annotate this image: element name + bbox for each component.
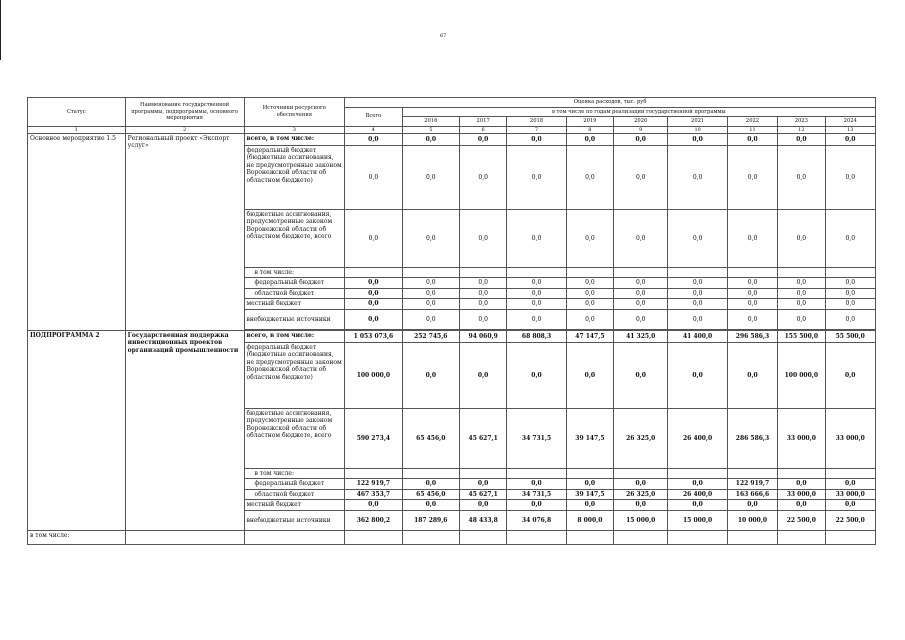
- cell-value: 0,0: [825, 288, 876, 299]
- source-label: федеральный бюджет (бюджетные ассигнования, не предусмотренные законом Воронежской области об областном бюджете): [244, 342, 345, 408]
- source-label: областной бюджет: [244, 288, 345, 299]
- source-label: областной бюджет: [244, 489, 345, 500]
- cell-value: 0,0: [566, 209, 613, 267]
- cell-value: 65 456,0: [402, 489, 459, 500]
- cell-value: 41 400,0: [668, 330, 727, 342]
- source-label: в том числе:: [244, 468, 345, 479]
- cell-value: 0,0: [459, 309, 506, 329]
- cell-value: 0,0: [778, 479, 825, 490]
- cell-value: 0,0: [825, 500, 876, 511]
- source-label: федеральный бюджет: [244, 278, 345, 289]
- cell-value: 0,0: [402, 133, 459, 145]
- cell-value: 362 800,2: [345, 510, 402, 530]
- cell-value: 0,0: [727, 133, 777, 145]
- cell-value: 48 433,8: [459, 510, 506, 530]
- cell-value: 0,0: [668, 288, 727, 299]
- cell-value: 0,0: [345, 133, 402, 145]
- cell-value: 187 289,6: [402, 510, 459, 530]
- cell-value: 0,0: [507, 145, 566, 209]
- cell-value: 0,0: [507, 479, 566, 490]
- header-sources: Источники ресурсного обеспечения: [244, 98, 345, 127]
- cell-value: 0,0: [507, 309, 566, 329]
- cell-value: 0,0: [507, 133, 566, 145]
- col-index: 9: [614, 126, 668, 133]
- cell-value: 0,0: [459, 342, 506, 408]
- cell-value: 163 666,6: [727, 489, 777, 500]
- col-index: 7: [507, 126, 566, 133]
- source-label: всего, в том числе:: [244, 133, 345, 145]
- cell-value: 55 500,0: [825, 330, 876, 342]
- cell-value: 0,0: [778, 278, 825, 289]
- cell-value: 94 060,9: [459, 330, 506, 342]
- cell-value: 0,0: [668, 209, 727, 267]
- col-index: 8: [566, 126, 613, 133]
- header-year: 2017: [459, 117, 506, 127]
- header-year: 2019: [566, 117, 613, 127]
- cell-value: 0,0: [402, 342, 459, 408]
- cell-value: 0,0: [507, 288, 566, 299]
- cell-value: 0,0: [507, 342, 566, 408]
- cell-value: 0,0: [345, 299, 402, 310]
- cell-value: 0,0: [668, 299, 727, 310]
- cell-value: 15 000,0: [614, 510, 668, 530]
- cell-value: 0,0: [459, 145, 506, 209]
- section-name: Государственная поддержка инвестиционных проектов организаций промышленности: [125, 330, 244, 530]
- cell-value: 33 000,0: [778, 489, 825, 500]
- header-year: 2021: [668, 117, 727, 127]
- col-index: 6: [459, 126, 506, 133]
- cell-value: 0,0: [566, 299, 613, 310]
- cell-value: 0,0: [402, 309, 459, 329]
- cell-value: 0,0: [459, 278, 506, 289]
- cell-value: 0,0: [614, 299, 668, 310]
- source-label: федеральный бюджет: [244, 479, 345, 490]
- col-index: 10: [668, 126, 727, 133]
- cell-value: 100 000,0: [778, 342, 825, 408]
- header-year: 2023: [778, 117, 825, 127]
- cell-value: 0,0: [778, 309, 825, 329]
- cell-value: 100 000,0: [345, 342, 402, 408]
- cell-value: 0,0: [727, 299, 777, 310]
- column-index-row: [28, 126, 876, 133]
- cell-value: 0,0: [402, 288, 459, 299]
- cell-value: 0,0: [668, 309, 727, 329]
- cell-value: 0,0: [727, 288, 777, 299]
- cell-value: 0,0: [778, 133, 825, 145]
- cell-value: 0,0: [778, 145, 825, 209]
- cell-value: 0,0: [459, 209, 506, 267]
- cell-value: 0,0: [614, 209, 668, 267]
- col-index: 2: [125, 126, 244, 133]
- table-row: [28, 530, 876, 544]
- cell-value: 0,0: [825, 309, 876, 329]
- cell-value: 0,0: [507, 278, 566, 289]
- cell-value: 10 000,0: [727, 510, 777, 530]
- header-year: 2016: [402, 117, 459, 127]
- cell-value: 0,0: [459, 133, 506, 145]
- cell-value: 0,0: [507, 209, 566, 267]
- cell-value: 0,0: [459, 500, 506, 511]
- left-edge-mark: [0, 0, 1, 60]
- cell-value: 39 147,5: [566, 489, 613, 500]
- cell-value: 0,0: [668, 500, 727, 511]
- cell-value: 0,0: [459, 299, 506, 310]
- cell-value: 0,0: [825, 145, 876, 209]
- cell-value: 0,0: [459, 288, 506, 299]
- cell-value: 26 325,0: [614, 489, 668, 500]
- source-label: федеральный бюджет (бюджетные ассигнования, не предусмотренные законом Воронежской области об областном бюджете): [244, 145, 345, 209]
- cell-value: 0,0: [614, 288, 668, 299]
- cell-value: 0,0: [402, 299, 459, 310]
- section-status: Основное мероприятие 1.5: [28, 133, 126, 330]
- cell-value: 34 731,5: [507, 408, 566, 468]
- col-index: 1: [28, 126, 126, 133]
- cell-value: 41 325,0: [614, 330, 668, 342]
- table-row: [28, 133, 876, 145]
- cell-value: 0,0: [402, 278, 459, 289]
- budget-table: [27, 97, 876, 545]
- cell-value: 0,0: [614, 342, 668, 408]
- cell-value: 0,0: [566, 309, 613, 329]
- col-index: 3: [244, 126, 345, 133]
- cell-value: 0,0: [614, 278, 668, 289]
- header-year: 2018: [507, 117, 566, 127]
- header-by-years: в том числе по годам реализации государственной программы: [402, 107, 875, 117]
- cell-value: 122 919,7: [345, 479, 402, 490]
- source-label: местный бюджет: [244, 500, 345, 511]
- cell-value: 39 147,5: [566, 408, 613, 468]
- cell-value: 45 627,1: [459, 489, 506, 500]
- source-label: местный бюджет: [244, 299, 345, 310]
- cell-value: 26 400,0: [668, 408, 727, 468]
- cell-value: 45 627,1: [459, 408, 506, 468]
- cell-value: 0,0: [727, 309, 777, 329]
- cell-value: 0,0: [566, 479, 613, 490]
- source-label: внебюджетные источники: [244, 309, 345, 329]
- source-label: всего, в том числе:: [244, 330, 345, 342]
- cell-value: 0,0: [778, 209, 825, 267]
- cell-value: 0,0: [345, 309, 402, 329]
- source-label: внебюджетные источники: [244, 510, 345, 530]
- cell-value: 0,0: [345, 145, 402, 209]
- cell-value: 0,0: [402, 209, 459, 267]
- cell-value: 0,0: [727, 342, 777, 408]
- section-status: ПОДПРОГРАММА 2: [28, 330, 126, 530]
- col-index: 4: [345, 126, 402, 133]
- cell-value: 0,0: [668, 133, 727, 145]
- cell-value: 0,0: [566, 342, 613, 408]
- source-label: бюджетные ассигнования, предусмотренные законом Воронежской области об областном бюджете, всего: [244, 209, 345, 267]
- cell-value: 34 076,8: [507, 510, 566, 530]
- col-index: 12: [778, 126, 825, 133]
- page-number: 67: [440, 33, 447, 39]
- table-row: [28, 330, 876, 342]
- cell-value: 65 456,0: [402, 408, 459, 468]
- cell-value: 0,0: [566, 133, 613, 145]
- header-year: 2020: [614, 117, 668, 127]
- cell-value: 467 353,7: [345, 489, 402, 500]
- cell-value: 0,0: [668, 278, 727, 289]
- cell-value: 26 400,0: [668, 489, 727, 500]
- cell-value: 0,0: [345, 500, 402, 511]
- cell-value: 0,0: [345, 209, 402, 267]
- cell-value: 68 808,3: [507, 330, 566, 342]
- cell-value: 296 586,3: [727, 330, 777, 342]
- cell-value: 0,0: [778, 500, 825, 511]
- cell-value: 0,0: [727, 278, 777, 289]
- header-year: 2022: [727, 117, 777, 127]
- cell-value: 33 000,0: [825, 408, 876, 468]
- cell-value: 0,0: [727, 145, 777, 209]
- cell-value: 0,0: [614, 500, 668, 511]
- cell-value: 1 053 073,6: [345, 330, 402, 342]
- cell-value: 26 325,0: [614, 408, 668, 468]
- header-year: 2024: [825, 117, 876, 127]
- cell-value: 286 586,3: [727, 408, 777, 468]
- cell-value: 0,0: [668, 145, 727, 209]
- cell-value: 0,0: [507, 299, 566, 310]
- cell-value: 0,0: [614, 145, 668, 209]
- cell-value: 0,0: [778, 299, 825, 310]
- cell-value: 0,0: [402, 479, 459, 490]
- col-index: 11: [727, 126, 777, 133]
- cell-value: 0,0: [402, 500, 459, 511]
- cell-value: 0,0: [345, 288, 402, 299]
- cell-value: 33 000,0: [778, 408, 825, 468]
- cell-value: 0,0: [614, 309, 668, 329]
- cell-value: 0,0: [507, 500, 566, 511]
- cell-value: 590 273,4: [345, 408, 402, 468]
- cell-value: 15 000,0: [668, 510, 727, 530]
- header-name: Наименование государственной программы, подпрограммы, основного мероприятия: [125, 98, 244, 127]
- cell-value: 0,0: [825, 209, 876, 267]
- cell-value: 0,0: [778, 288, 825, 299]
- cell-value: 0,0: [727, 500, 777, 511]
- cell-value: 0,0: [825, 299, 876, 310]
- header-estimate: Оценка расходов, тыс. руб: [345, 98, 876, 108]
- cell-value: 0,0: [668, 342, 727, 408]
- section-name: Региональный проект «Экспорт услуг»: [125, 133, 244, 330]
- cell-value: 0,0: [668, 479, 727, 490]
- cell-value: 0,0: [345, 278, 402, 289]
- trailing-label: в том числе:: [28, 530, 126, 544]
- cell-value: 0,0: [825, 479, 876, 490]
- cell-value: 0,0: [459, 479, 506, 490]
- cell-value: 122 919,7: [727, 479, 777, 490]
- cell-value: 0,0: [566, 500, 613, 511]
- header-total: Всего: [345, 107, 402, 126]
- col-index: 13: [825, 126, 876, 133]
- header-status: Статус: [28, 98, 126, 127]
- cell-value: 0,0: [727, 209, 777, 267]
- source-label: бюджетные ассигнования, предусмотренные законом Воронежской области об областном бюджете, всего: [244, 408, 345, 468]
- cell-value: 0,0: [566, 145, 613, 209]
- cell-value: 8 000,0: [566, 510, 613, 530]
- cell-value: 0,0: [614, 479, 668, 490]
- cell-value: 0,0: [825, 278, 876, 289]
- cell-value: 22 500,0: [825, 510, 876, 530]
- cell-value: 34 731,5: [507, 489, 566, 500]
- cell-value: 0,0: [566, 288, 613, 299]
- cell-value: 252 745,6: [402, 330, 459, 342]
- cell-value: 0,0: [402, 145, 459, 209]
- cell-value: 47 147,5: [566, 330, 613, 342]
- cell-value: 0,0: [825, 342, 876, 408]
- cell-value: 22 500,0: [778, 510, 825, 530]
- cell-value: 33 000,0: [825, 489, 876, 500]
- source-label: в том числе:: [244, 267, 345, 278]
- col-index: 5: [402, 126, 459, 133]
- cell-value: 155 500,0: [778, 330, 825, 342]
- header-row-1: [28, 98, 876, 108]
- cell-value: 0,0: [825, 133, 876, 145]
- cell-value: 0,0: [566, 278, 613, 289]
- cell-value: 0,0: [614, 133, 668, 145]
